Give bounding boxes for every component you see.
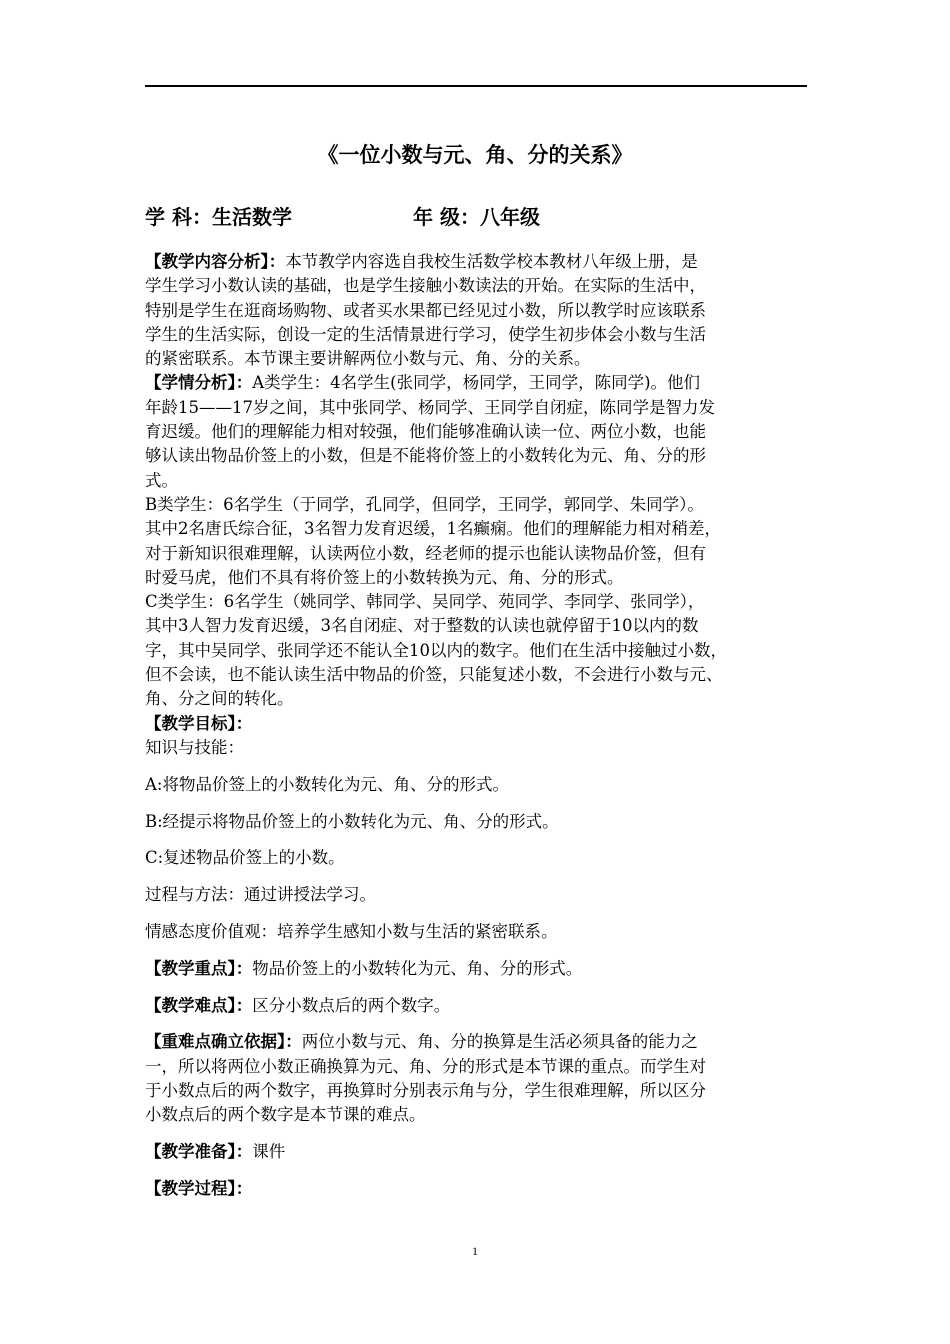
objectives-heading: 【教学目标】： — [145, 713, 253, 733]
paragraph-line: 其中2名唐氏综合征，3名智力发育迟缓，1名癫痫。他们的理解能力相对稍差， — [145, 519, 721, 539]
paragraph-line: 本节教学内容选自我校生活数学校本教材八年级上册，是 — [285, 252, 698, 271]
paragraph-line: 一，所以将两位小数正确换算为元、角、分的形式是本节课的重点。而学生对 — [145, 1056, 706, 1076]
paragraph-line: 两位小数与元、角、分的换算是生活必须具备的能力之 — [301, 1032, 698, 1052]
paragraph-line: 小数点后的两个数字是本节课的难点。 — [145, 1105, 426, 1125]
paragraph-line: 育迟缓。他们的理解能力相对较强，他们能够准确认读一位、两位小数，也能 — [145, 422, 706, 442]
process-heading: 【教学过程】： — [145, 1178, 253, 1198]
objective-c: C:复述物品价签上的小数。 — [145, 848, 345, 868]
subject-value: 生活数学 — [211, 205, 292, 229]
objective-a: A:将物品价签上的小数转化为元、角、分的形式。 — [145, 774, 509, 794]
document-title: 《一位小数与元、角、分的关系》 — [317, 143, 633, 167]
paragraph-line: 对于新知识很难理解，认读两位小数，经老师的提示也能认读物品价签，但有 — [145, 543, 706, 563]
content-analysis-section — [145, 250, 825, 371]
emotion-values: 情感态度价值观：培养学生感知小数与生活的紧密联系。 — [145, 921, 558, 941]
subject-line — [145, 201, 292, 230]
difficulty-heading: 【教学难点】： — [145, 995, 253, 1015]
paragraph-line: 学生学习小数认读的基础，也是学生接触小数读法的开始。在实际的生活中， — [145, 276, 706, 296]
paragraph-line: 学生的生活实际，创设一定的生活情景进行学习，使学生初步体会小数与生活 — [145, 324, 706, 344]
preparation-text: 课件 — [252, 1142, 286, 1161]
paragraph-line: 角、分之间的转化。 — [145, 689, 294, 709]
student-analysis-heading: 【学情分析】： — [145, 373, 253, 393]
process-method: 过程与方法：通过讲授法学习。 — [145, 885, 376, 905]
content-analysis-heading: 【教学内容分析】： — [145, 252, 286, 271]
paragraph-line: 的紧密联系。本节课主要讲解两位小数与元、角、分的关系。 — [145, 349, 591, 369]
knowledge-label: 知识与技能： — [145, 737, 244, 757]
paragraph-line: 但不会读，也不能认读生活中物品的价签，只能复述小数，不会进行小数与元、 — [145, 665, 723, 685]
paragraph-line: 式。 — [145, 470, 178, 490]
paragraph-line: 字，其中吴同学、张同学还不能认全10以内的数字。他们在生活中接触过小数， — [145, 640, 727, 660]
objective-b: B:经提示将物品价签上的小数转化为元、角、分的形式。 — [145, 811, 559, 831]
header-rule — [145, 85, 807, 87]
document-body — [145, 250, 825, 1201]
basis-section — [145, 1030, 825, 1127]
student-analysis-section — [145, 371, 825, 711]
subject-label: 学 科： — [145, 205, 212, 229]
difficulty-text: 区分小数点后的两个数字。 — [252, 995, 451, 1015]
paragraph-line: B类学生：6名学生（于同学，孔同学，但同学，王同学，郭同学、朱同学）。 — [145, 494, 704, 514]
page-number: 1 — [472, 1244, 478, 1258]
preparation-heading: 【教学准备】： — [145, 1142, 253, 1161]
key-point-text: 物品价签上的小数转化为元、角、分的形式。 — [252, 958, 583, 978]
grade-value: 八年级 — [479, 205, 540, 229]
paragraph-line: C类学生：6名学生（姚同学、韩同学、吴同学、苑同学、李同学、张同学）， — [145, 592, 705, 612]
objectives-section — [145, 712, 825, 945]
paragraph-line: A类学生：4名学生(张同学，杨同学，王同学，陈同学)。他们 — [252, 373, 701, 393]
paragraph-line: 时爱马虎，他们不具有将价签上的小数转换为元、角、分的形式。 — [145, 567, 624, 587]
paragraph-line: 于小数点后的两个数字，再换算时分别表示角与分，学生很难理解，所以区分 — [145, 1080, 706, 1100]
grade-line — [413, 201, 540, 230]
paragraph-line: 够认读出物品价签上的小数，但是不能将价签上的小数转化为元、角、分的形 — [145, 446, 706, 466]
paragraph-line: 特别是学生在逛商场购物、或者买水果都已经见过小数，所以教学时应该联系 — [145, 300, 706, 320]
paragraph-line: 年龄15——17岁之间，其中张同学、杨同学、王同学自闭症，陈同学是智力发 — [145, 397, 715, 417]
grade-label: 年 级： — [413, 205, 480, 229]
key-point-heading: 【教学重点】： — [145, 958, 253, 978]
basis-heading: 【重难点确立依据】： — [145, 1032, 302, 1052]
paragraph-line: 其中3人智力发育迟缓，3名自闭症、对于整数的认读也就停留于10以内的数 — [145, 616, 699, 636]
